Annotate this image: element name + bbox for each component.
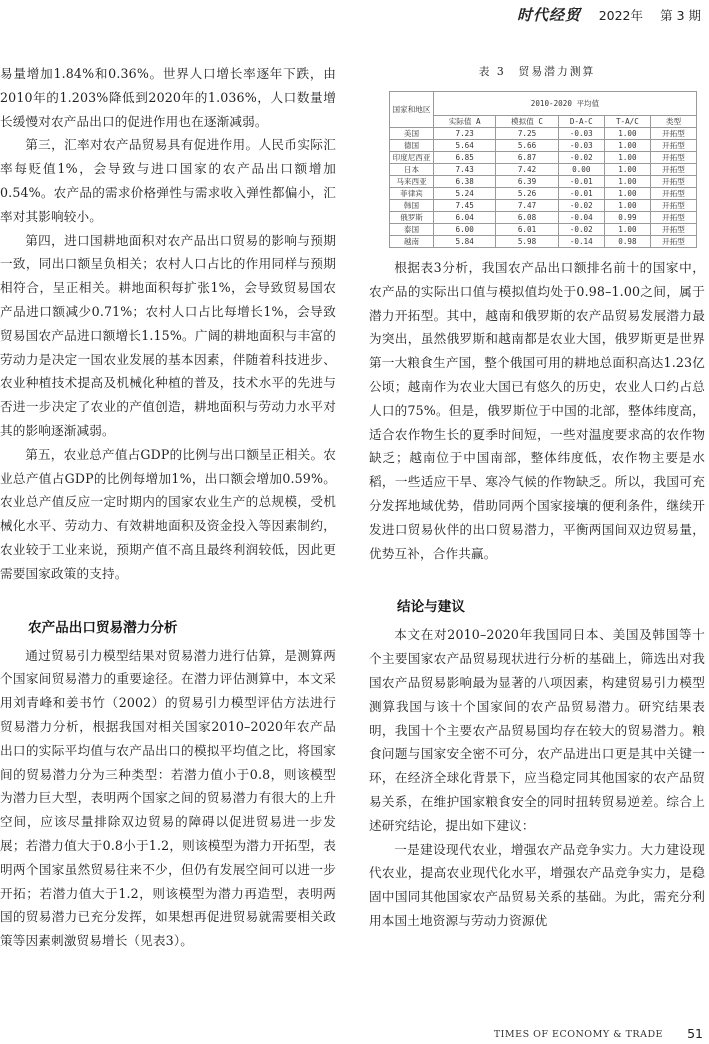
- value-cell: -0.01: [558, 188, 604, 200]
- value-cell: -0.14: [558, 236, 604, 248]
- country-cell: 日本: [390, 164, 434, 176]
- trade-potential-table: [389, 91, 697, 248]
- type-cell: 开拓型: [650, 188, 696, 200]
- value-cell: 1.00: [604, 164, 650, 176]
- value-cell: 5.66: [496, 140, 558, 152]
- value-cell: 7.25: [496, 128, 558, 140]
- value-cell: 1.00: [604, 152, 650, 164]
- paragraph: 根据表3分析，我国农产品出口额排名前十的国家中，农产品的实际出口值与模拟值均处于0.98–1.00之间，属于潜力开拓型。其中，越南和俄罗斯的农产品贸易发展潜力最为突出，虽然俄罗斯和越南都是农业大国，俄罗斯更是世界第一大粮食生产国，整个俄国可用的耕地总面积高达1.23亿公顷；越南作为农业大国已有悠久的历史，农业人口约占总人口的75%。但是，俄罗斯位于中国的北部，整体纬度高，适合农作物生长的夏季时间短，一些对温度要求高的农作物缺乏；越南位于中国南部，整体纬度低，农作物主要是水稻，一些适应干旱、寒冷气候的作物缺乏。所以，我国可充分发挥地域优势，借助同两个国家接壤的便利条件，继续开发进口贸易伙伴的出口贸易潜力，平衡两国间双边贸易量，优势互补，合作共赢。: [369, 260, 705, 561]
- value-cell: 1.00: [604, 140, 650, 152]
- type-cell: 开拓型: [650, 236, 696, 248]
- country-cell: 俄罗斯: [390, 212, 434, 224]
- value-cell: 7.42: [496, 164, 558, 176]
- section-heading: 结论与建议: [397, 599, 465, 616]
- table-block: [367, 64, 707, 248]
- value-cell: -0.02: [558, 200, 604, 212]
- country-cell: 美国: [390, 128, 434, 140]
- table-group-header: 2010-2020 平均值: [434, 92, 697, 116]
- type-cell: 开拓型: [650, 224, 696, 236]
- type-cell: 开拓型: [650, 164, 696, 176]
- column-header: D-A-C: [558, 116, 604, 128]
- value-cell: 6.38: [434, 176, 496, 188]
- value-cell: -0.02: [558, 224, 604, 236]
- table-row: [390, 212, 697, 224]
- value-cell: 7.45: [434, 200, 496, 212]
- country-cell: 韩国: [390, 200, 434, 212]
- page-footer: [0, 1024, 709, 1044]
- value-cell: 0.98: [604, 236, 650, 248]
- value-cell: 0.00: [558, 164, 604, 176]
- table-row-header: 国家和地区: [390, 92, 434, 128]
- issue-year: 2022年: [598, 8, 643, 23]
- value-cell: 0.99: [604, 212, 650, 224]
- value-cell: -0.03: [558, 128, 604, 140]
- type-cell: 开拓型: [650, 212, 696, 224]
- value-cell: 5.26: [496, 188, 558, 200]
- country-cell: 越南: [390, 236, 434, 248]
- journal-brand: 时代经贸: [516, 6, 581, 24]
- value-cell: 5.64: [434, 140, 496, 152]
- page-number: 51: [687, 1026, 703, 1041]
- table-row: [390, 188, 697, 200]
- column-header: 实际值 A: [434, 116, 496, 128]
- value-cell: 6.08: [496, 212, 558, 224]
- table-row: [390, 152, 697, 164]
- value-cell: 6.85: [434, 152, 496, 164]
- value-cell: 6.39: [496, 176, 558, 188]
- journal-english-title: TIMES OF ECONOMY & TRADE: [493, 1029, 663, 1040]
- type-cell: 开拓型: [650, 140, 696, 152]
- type-cell: 开拓型: [650, 176, 696, 188]
- value-cell: 6.01: [496, 224, 558, 236]
- country-cell: 马来西亚: [390, 176, 434, 188]
- value-cell: 7.43: [434, 164, 496, 176]
- type-cell: 开拓型: [650, 152, 696, 164]
- paragraph: 第三，汇率对农产品贸易具有促进作用。人民币实际汇率每贬值1%，会导致与进口国家的农产品出口额增加0.54%。农产品的需求价格弹性与需求收入弹性都偏小，汇率对其影响较小。: [0, 137, 336, 224]
- paragraph: 本文在对2010–2020年我国同日本、美国及韩国等十个主要国家农产品贸易现状进行分析的基础上，筛选出对我国农产品贸易影响最为显著的八项因素，构建贸易引力模型测算我国与该十个国家间的农产品贸易潜力。研究结果表明，我国十个主要农产品贸易国均存在较大的贸易潜力。粮食问题与国家安全密不可分，农产品进出口更是其中关键一环，在经济全球化背景下，应当稳定同其他国家的农产品贸易关系，在维护国家粮食安全的同时扭转贸易逆差。综合上述研究结论，提出如下建议：: [369, 627, 705, 833]
- value-cell: 6.04: [434, 212, 496, 224]
- value-cell: -0.03: [558, 140, 604, 152]
- paragraph: 易量增加1.84%和0.36%。世界人口增长率逐年下跌，由2010年的1.203%降低到2020年的1.036%，人口数量增长缓慢对农产品出口的促进作用也在逐渐减弱。: [0, 66, 336, 129]
- table-row: [390, 224, 697, 236]
- table-row: [390, 128, 697, 140]
- table-row: [390, 236, 697, 248]
- column-header: 模拟值 C: [496, 116, 558, 128]
- country-cell: 德国: [390, 140, 434, 152]
- left-column: [0, 62, 336, 953]
- value-cell: 5.24: [434, 188, 496, 200]
- value-cell: -0.04: [558, 212, 604, 224]
- type-cell: 开拓型: [650, 200, 696, 212]
- paragraph: 一是建设现代农业，增强农产品竞争实力。大力建设现代农业，提高农业现代化水平，增强农产品竞争实力，是稳固中国同其他国家农产品贸易关系的基础。为此，需充分利用本国土地资源与劳动力资源优: [369, 841, 705, 928]
- table-title: 表 3 贸易潜力测算: [478, 65, 596, 78]
- value-cell: 7.23: [434, 128, 496, 140]
- paragraph: 通过贸易引力模型结果对贸易潜力进行估算，是测算两个国家间贸易潜力的重要途径。在潜力评估测算中，本文采用刘青峰和姜书竹（2002）的贸易引力模型评估方法进行贸易潜力分析，根据我国对相关国家2010–2020年农产品出口的实际平均值与农产品出口的模拟平均值之比，将国家间的贸易潜力分为三种类型：若潜力值小于0.8，则该模型为潜力巨大型，表明两个国家之间的贸易潜力有很大的上升空间，应该尽量排除双边贸易的障碍以促进贸易进一步发展；若潜力值大于0.8小于1.2，则该模型为潜力开拓型，表明两个国家虽然贸易往来不少，但仍有发展空间可以进一步开拓；若潜力值大于1.2，则该模型为潜力再造型，表明两国的贸易潜力已充分发挥，如果想再促进贸易就需要相关政策等因素刺激贸易增长（见表3）。: [0, 647, 336, 949]
- issue-number: 第 3 期: [660, 8, 701, 23]
- value-cell: -0.02: [558, 152, 604, 164]
- country-cell: 泰国: [390, 224, 434, 236]
- table-row: [390, 140, 697, 152]
- value-cell: 1.00: [604, 176, 650, 188]
- table-row: [390, 176, 697, 188]
- table-row: [390, 200, 697, 212]
- value-cell: 6.87: [496, 152, 558, 164]
- table-row: [390, 164, 697, 176]
- value-cell: 1.00: [604, 128, 650, 140]
- country-cell: 菲律宾: [390, 188, 434, 200]
- value-cell: 7.47: [496, 200, 558, 212]
- value-cell: 1.00: [604, 188, 650, 200]
- type-cell: 开拓型: [650, 128, 696, 140]
- value-cell: -0.01: [558, 176, 604, 188]
- column-header: 类型: [650, 116, 696, 128]
- section-heading: 农产品出口贸易潜力分析: [28, 619, 178, 636]
- value-cell: 1.00: [604, 224, 650, 236]
- right-column: [369, 62, 705, 933]
- page-header: [0, 0, 709, 30]
- country-cell: 印度尼西亚: [390, 152, 434, 164]
- value-cell: 6.00: [434, 224, 496, 236]
- paragraph: 第五，农业总产值占GDP的比例与出口额呈正相关。农业总产值占GDP的比例每增加1%，出口额会增加0.59%。农业总产值反应一定时期内的国家农业生产的总规模，受机械化水平、劳动力、有效耕地面积及资金投入等因素制约，农业较于工业来说，预期产值不高且最终利润较低，因此更需要国家政策的支持。: [0, 446, 336, 581]
- paragraph: 第四，进口国耕地面积对农产品出口贸易的影响与预期一致，同出口额呈负相关；农村人口占比的作用同样与预期相符合，呈正相关。耕地面积每扩张1%，会导致贸易国农产品进口额减少0.71%；农村人口占比每增长1%，会导致贸易国农产品进口额增长1.15%。广阔的耕地面积与丰富的劳动力是决定一国农业发展的基本因素，伴随着科技进步、农业种植技术提高及机械化种植的普及，技术水平的先进与否进一步决定了农业的产值创造，耕地面积与劳动力水平对其的影响逐渐减弱。: [0, 232, 336, 438]
- column-header: T-A/C: [604, 116, 650, 128]
- value-cell: 5.84: [434, 236, 496, 248]
- value-cell: 1.00: [604, 200, 650, 212]
- value-cell: 5.98: [496, 236, 558, 248]
